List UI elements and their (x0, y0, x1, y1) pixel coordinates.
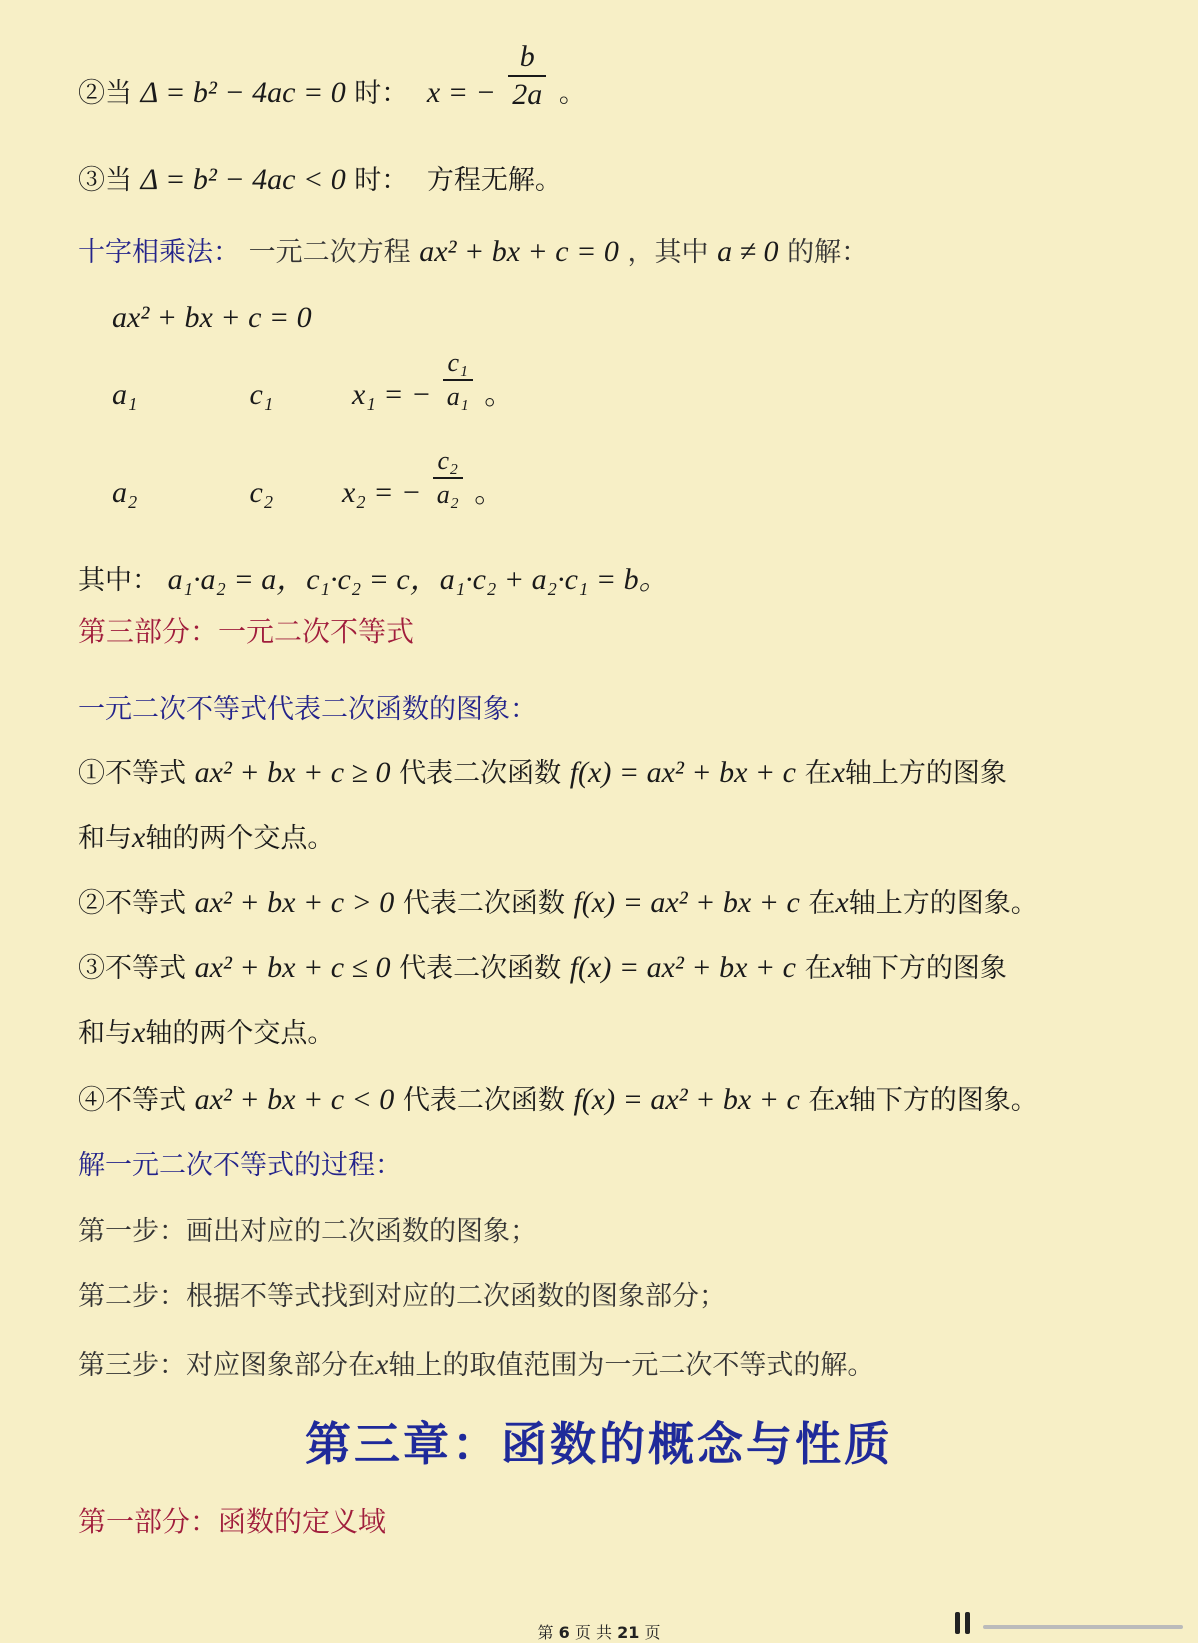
case3-when: 时： (354, 165, 409, 196)
case2-label: ②当 (78, 78, 132, 109)
ineq1-cont-x: x (132, 821, 146, 854)
chapter-title: 第三章：函数的概念与性质 (305, 1417, 893, 1471)
ineq2-mid: 代表二次函数 (402, 888, 565, 919)
ineq1-cont-b: 轴的两个交点。 (145, 823, 335, 854)
ineq4-x: x (835, 1083, 849, 1116)
cross-heading: 十字相乘法： (78, 237, 240, 268)
inequality-1-cont (78, 823, 334, 853)
part1-title: 第一部分：函数的定义域 (78, 1505, 387, 1538)
cross-row2-x: x₂ = − (342, 476, 422, 509)
ineq4-tail: 在 (808, 1085, 836, 1116)
ineq1-tail: 在 (804, 758, 832, 789)
ineq2-tail2: 轴上方的图象。 (848, 888, 1038, 919)
footer-a: 第 (537, 1623, 554, 1642)
inequality-3 (78, 953, 1007, 983)
ineq4-expr: ax² + bx + c < 0 (194, 1083, 395, 1116)
inequality-1 (78, 758, 1007, 788)
case2-lhs: x = − (426, 76, 496, 109)
case2-denominator: 2a (508, 75, 546, 110)
step3-a: 第三步：对应图象部分在 (78, 1350, 375, 1381)
footer-total-pages: 21 (617, 1623, 640, 1642)
inequality-2 (78, 888, 1038, 918)
ineq2-func: f(x) = ax² + bx + c (573, 886, 800, 919)
footer-c: 页 (644, 1623, 661, 1642)
step-1: 第一步：画出对应的二次函数的图象； (78, 1216, 537, 1247)
ineq4-tail2: 轴下方的图象。 (848, 1085, 1038, 1116)
page-footer (0, 1620, 1198, 1643)
case3-label: ③当 (78, 165, 132, 196)
cross-intro-equation: ax² + bx + c = 0 (419, 235, 619, 268)
case3-condition: Δ = b² − 4ac < 0 (140, 163, 346, 196)
inequality-4 (78, 1085, 1038, 1115)
cross-intro-a: 一元二次方程 (248, 237, 411, 268)
cross-where-label: 其中： (78, 565, 159, 596)
step3-x: x (375, 1348, 389, 1381)
ineq4-mid: 代表二次函数 (402, 1085, 565, 1116)
ineq3-cont-b: 轴的两个交点。 (145, 1018, 335, 1049)
footer-b: 页 共 (574, 1623, 612, 1642)
ineq1-mid: 代表二次函数 (399, 758, 562, 789)
cross-row1-fraction (443, 350, 473, 410)
cross-row1-numerator: c₁ (447, 348, 469, 378)
cross-row1-denominator: a₁ (443, 379, 473, 410)
step-3 (78, 1350, 874, 1380)
cross-row2-fraction (433, 448, 463, 508)
case2-numerator: b (519, 39, 535, 73)
ineq1-cont-a: 和与 (78, 823, 132, 854)
ineq3-label: ③不等式 (78, 953, 186, 984)
cross-row2-end: 。 (474, 476, 505, 509)
step-2: 第二步：根据不等式找到对应的二次函数的图象部分； (78, 1281, 726, 1312)
cross-heading-line (78, 237, 868, 267)
case2-line (78, 39, 586, 111)
cross-row2-a: a₂ (112, 476, 138, 509)
ineq3-expr: ax² + bx + c ≤ 0 (194, 951, 391, 984)
cross-row1-x: x₁ = − (352, 378, 432, 411)
cross-equation: ax² + bx + c = 0 (112, 301, 312, 334)
ineq2-label: ②不等式 (78, 888, 186, 919)
inequality-intro: 一元二次不等式代表二次函数的图象： (78, 694, 537, 725)
ineq3-tail2: 轴下方的图象 (844, 953, 1007, 984)
case3-line (78, 165, 562, 195)
ineq3-cont-x: x (132, 1016, 146, 1049)
cross-row2-c: c₂ (249, 476, 274, 509)
footer-page-number: 6 (558, 1623, 570, 1642)
inequality-3-cont (78, 1018, 334, 1048)
ineq2-tail: 在 (808, 888, 836, 919)
cross-row2-denominator: a₂ (433, 477, 463, 508)
ineq1-expr: ax² + bx + c ≥ 0 (194, 756, 391, 789)
case3-result: 方程无解。 (426, 165, 562, 196)
case2-fraction (508, 39, 546, 111)
case2-end: 。 (558, 78, 586, 109)
ineq4-func: f(x) = ax² + bx + c (573, 1083, 800, 1116)
ineq3-func: f(x) = ax² + bx + c (569, 951, 796, 984)
ineq1-x: x (831, 756, 845, 789)
case2-when: 时： (354, 78, 409, 109)
cross-row-2 (112, 446, 505, 510)
cross-intro-c: 的解： (787, 237, 869, 268)
ineq3-x: x (831, 951, 845, 984)
step3-b: 轴上的取值范围为一元二次不等式的解。 (388, 1350, 875, 1381)
cross-row1-c: c₁ (249, 378, 274, 411)
ineq2-x: x (835, 886, 849, 919)
cross-row-1 (112, 348, 515, 412)
case2-condition: Δ = b² − 4ac = 0 (140, 76, 346, 109)
process-title: 解一元二次不等式的过程： (78, 1150, 402, 1181)
cross-row2-numerator: c₂ (437, 446, 459, 476)
ineq1-func: f(x) = ax² + bx + c (569, 756, 796, 789)
ineq3-cont-a: 和与 (78, 1018, 132, 1049)
cross-row1-a: a₁ (112, 378, 138, 411)
ineq2-expr: ax² + bx + c > 0 (194, 886, 395, 919)
cross-where-equation: a₁·a₂ = a，c₁·c₂ = c，a₁·c₂ + a₂·c₁ = b。 (167, 563, 669, 596)
cross-intro-b: ，其中 (627, 237, 709, 268)
cross-intro-condition: a ≠ 0 (717, 235, 779, 268)
ineq1-label: ①不等式 (78, 758, 186, 789)
ineq3-tail: 在 (804, 953, 832, 984)
cross-where-line (78, 565, 669, 595)
part3-title: 第三部分：一元二次不等式 (78, 615, 415, 648)
ineq4-label: ④不等式 (78, 1085, 186, 1116)
ineq3-mid: 代表二次函数 (399, 953, 562, 984)
ineq1-tail2: 轴上方的图象 (844, 758, 1007, 789)
cross-row1-end: 。 (484, 378, 515, 411)
